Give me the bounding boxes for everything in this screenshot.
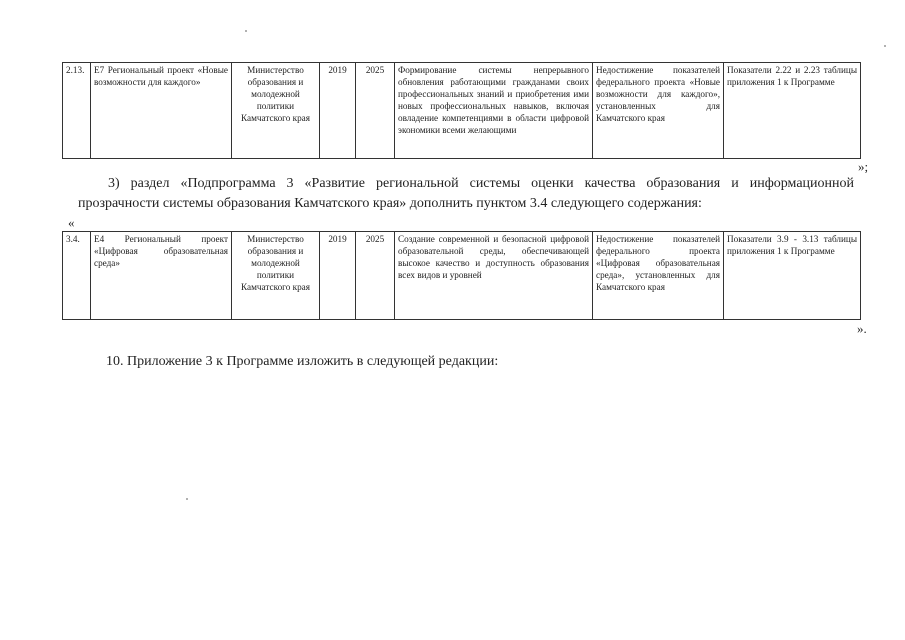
year-start: 2019: [320, 63, 356, 159]
consequence: Недостижение показателей федерального проекта «Новые возможности для каждого», установленных для Камчатского края: [593, 63, 724, 159]
indicators: Показатели 2.22 и 2.23 таблицы приложения 1 к Программе: [724, 63, 861, 159]
scan-speck: [245, 30, 247, 32]
year-end: 2025: [356, 63, 395, 159]
item-number: 3.4.: [63, 232, 91, 320]
project-name: Е4 Региональный проект «Цифровая образовательная среда»: [91, 232, 232, 320]
closing-quote: ».: [857, 321, 867, 336]
executor: Министерство образования и молодежной политики Камчатского края: [232, 232, 320, 320]
program-table-row-2-13: [62, 62, 861, 159]
table-row: [63, 232, 861, 320]
executor: Министерство образования и молодежной политики Камчатского края: [232, 63, 320, 159]
appendix-paragraph: 10. Приложение 3 к Программе изложить в следующей редакции:: [106, 354, 499, 369]
consequence: Недостижение показателей федерального проекта «Цифровая образовательная среда», установленных для Камчатского края: [593, 232, 724, 320]
opening-quote: «: [68, 215, 75, 230]
year-start: 2019: [320, 232, 356, 320]
expected-result: Формирование системы непрерывного обновления работающими гражданами своих профессиональных знаний и приобретения ими новых профессиональных навыков, включая овладение компетенциями в области цифровой экономики всеми желающими: [395, 63, 593, 159]
item-number: 2.13.: [63, 63, 91, 159]
program-table-row-3-4: [62, 231, 861, 320]
scan-speck: [884, 45, 886, 47]
section-paragraph: 3) раздел «Подпрограмма 3 «Развитие региональной системы оценки качества образования и информационной прозрачности системы образования Камчатского края» дополнить пунктом 3.4 следующего содержания:: [78, 176, 854, 211]
table-row: [63, 63, 861, 159]
expected-result: Создание современной и безопасной цифровой образовательной среды, обеспечивающей высокое качество и доступность образования всех видов и уровней: [395, 232, 593, 320]
project-name: Е7 Региональный проект «Новые возможности для каждого»: [91, 63, 232, 159]
scan-speck: [186, 498, 188, 500]
closing-quote: »;: [858, 159, 869, 174]
indicators: Показатели 3.9 - 3.13 таблицы приложения 1 к Программе: [724, 232, 861, 320]
year-end: 2025: [356, 232, 395, 320]
